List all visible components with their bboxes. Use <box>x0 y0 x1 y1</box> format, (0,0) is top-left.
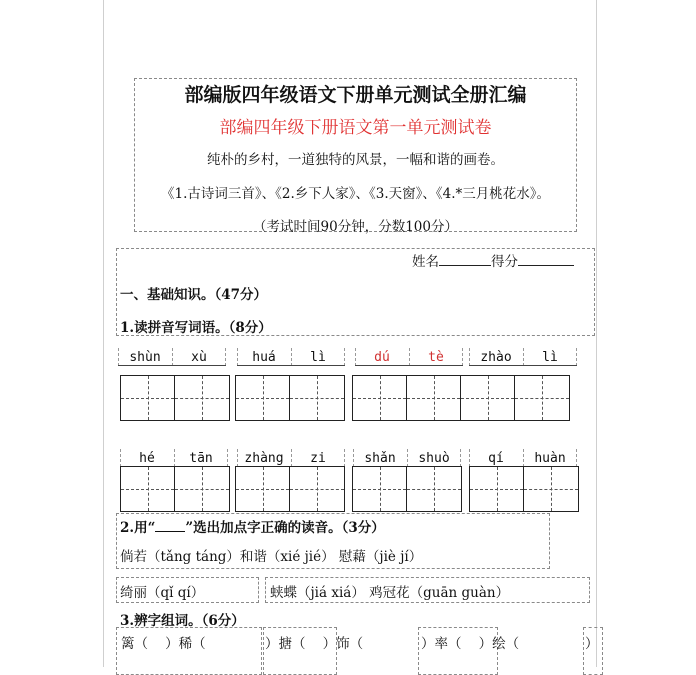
pinyin-syllable: hé <box>139 450 155 466</box>
pinyin-4 <box>469 348 577 366</box>
pinyin-syllable: zhào <box>480 349 512 365</box>
pinyin-syllable: lì <box>310 349 326 365</box>
q2-item-1: 绮丽（qǐ qí） <box>120 585 205 601</box>
pinyin-7 <box>353 449 461 467</box>
pinyin-syllable: shùn <box>129 349 161 365</box>
pinyin-syllable: dú <box>374 349 390 365</box>
writing-grid-6[interactable] <box>352 466 462 512</box>
q1-title: 1.读拼音写词语。（8分） <box>120 320 272 336</box>
pinyin-syllable: zhàng <box>244 450 284 466</box>
main-title: 部编版四年级语文下册单元测试全册汇编 <box>184 84 527 106</box>
pinyin-syllable: shuò <box>418 450 450 466</box>
q3-pair-3: ）率（ ）绘（ <box>421 636 520 652</box>
exam-info: （考试时间90分钟，分数100分） <box>253 219 458 235</box>
name-field[interactable] <box>439 253 491 266</box>
pinyin-syllable: huá <box>252 349 276 365</box>
q3-pair-4: ） <box>585 636 599 652</box>
writing-grid-7[interactable] <box>469 466 579 512</box>
pinyin-syllable: qí <box>488 450 504 466</box>
q2-title: 2.用“ ”选出加点字正确的读音。（3分） <box>120 520 385 536</box>
pinyin-1 <box>118 348 226 366</box>
page-margin-right <box>596 0 597 667</box>
q3-pair-1: 篱（ ）稀（ <box>121 636 206 652</box>
pinyin-3 <box>355 348 463 366</box>
pinyin-6 <box>237 449 345 467</box>
sub-title: 部编四年级下册语文第一单元测试卷 <box>219 118 492 138</box>
score-label: 得分 <box>491 254 518 270</box>
writing-grid-2[interactable] <box>235 375 345 421</box>
section1-title: 一、基础知识。（47分） <box>120 287 268 303</box>
student-info <box>412 250 574 270</box>
q2-item-2: 蛱蝶（jiá xiá） 鸡冠花（guān guàn） <box>270 585 510 601</box>
pinyin-syllable: shǎn <box>364 450 396 466</box>
page-margin-left <box>103 0 104 667</box>
pinyin-2 <box>237 348 345 366</box>
pinyin-syllable: tè <box>428 349 444 365</box>
writing-grid-3[interactable] <box>352 375 570 421</box>
writing-grid-4[interactable] <box>120 466 230 512</box>
pinyin-syllable: xù <box>191 349 207 365</box>
pinyin-syllable: lì <box>542 349 558 365</box>
pinyin-syllable: zi <box>310 450 326 466</box>
writing-grid-5[interactable] <box>235 466 345 512</box>
pinyin-syllable: tān <box>189 450 213 466</box>
intro-text: 纯朴的乡村，一道独特的风景，一幅和谐的画卷。 <box>207 152 504 168</box>
writing-grid-1[interactable] <box>120 375 230 421</box>
pinyin-syllable: huàn <box>534 450 566 466</box>
pinyin-8 <box>469 449 577 467</box>
q3-pair-2: ）搪（ ）饰（ <box>265 636 364 652</box>
score-field[interactable] <box>518 253 574 266</box>
q3-title: 3.辨字组词。（6分） <box>120 613 245 629</box>
q2-line-1: 倘若（tǎng táng）和谐（xié jié） 慰藉（jiè jí） <box>120 549 423 565</box>
lesson-list: 《1.古诗词三首》、《2.乡下人家》、《3.天窗》、《4.*三月桃花水》。 <box>160 186 551 202</box>
name-label: 姓名 <box>412 254 439 270</box>
pinyin-5 <box>120 449 228 467</box>
